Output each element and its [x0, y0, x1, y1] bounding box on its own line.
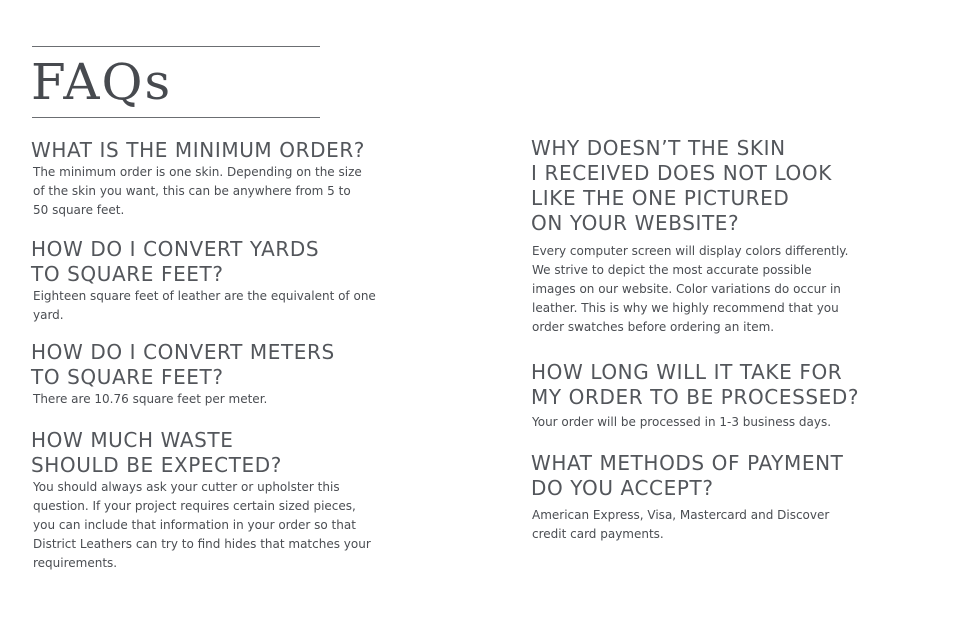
- faq-question: WHY DOESN’T THE SKIN I RECEIVED DOES NOT LOOK LIKE THE ONE PICTURED ON YOUR WEBSITE?: [531, 136, 832, 235]
- faq-item-waste: [31, 428, 371, 573]
- faq-answer: American Express, Visa, Mastercard and Discover credit card payments.: [532, 508, 830, 541]
- title-top-divider: [32, 46, 320, 47]
- faq-question: HOW DO I CONVERT YARDS TO SQUARE FEET?: [31, 237, 320, 286]
- faq-answer: The minimum order is one skin. Depending on the size of the skin you want, this can be anywhere from 5 to 50 square feet.: [33, 165, 362, 217]
- faq-answer: Every computer screen will display colors differently. We strive to depict the most accurate possible images on our website. Color variations do occur in leather. This is why we highly recommend that you order swatches before ordering an item.: [532, 244, 849, 334]
- faq-answer: Your order will be processed in 1-3 business days.: [532, 415, 832, 429]
- faq-item-convert-meters: [31, 340, 335, 409]
- faq-question: HOW DO I CONVERT METERS TO SQUARE FEET?: [31, 340, 335, 389]
- faq-item-processing-time: [531, 360, 859, 432]
- faq-question: HOW LONG WILL IT TAKE FOR MY ORDER TO BE PROCESSED?: [531, 360, 860, 409]
- faq-item-payment-methods: [531, 451, 843, 544]
- faq-question: WHAT IS THE MINIMUM ORDER?: [31, 138, 366, 162]
- page-title: FAQs: [31, 53, 173, 111]
- faq-question: WHAT METHODS OF PAYMENT DO YOU ACCEPT?: [531, 451, 844, 500]
- faq-answer: Eighteen square feet of leather are the equivalent of one yard.: [33, 289, 376, 322]
- title-bottom-divider: [32, 117, 320, 118]
- faq-item-minimum-order: [31, 138, 365, 220]
- faq-answer: There are 10.76 square feet per meter.: [33, 392, 268, 406]
- faq-answer: You should always ask your cutter or upholster this question. If your project requires certain sized pieces, you can include that information in your order so that District Leathers can try to find hides that matches your requirements.: [33, 480, 371, 570]
- faq-item-skin-appearance: [531, 136, 848, 337]
- faq-question: HOW MUCH WASTE SHOULD BE EXPECTED?: [31, 428, 282, 477]
- faq-item-convert-yards: [31, 237, 376, 325]
